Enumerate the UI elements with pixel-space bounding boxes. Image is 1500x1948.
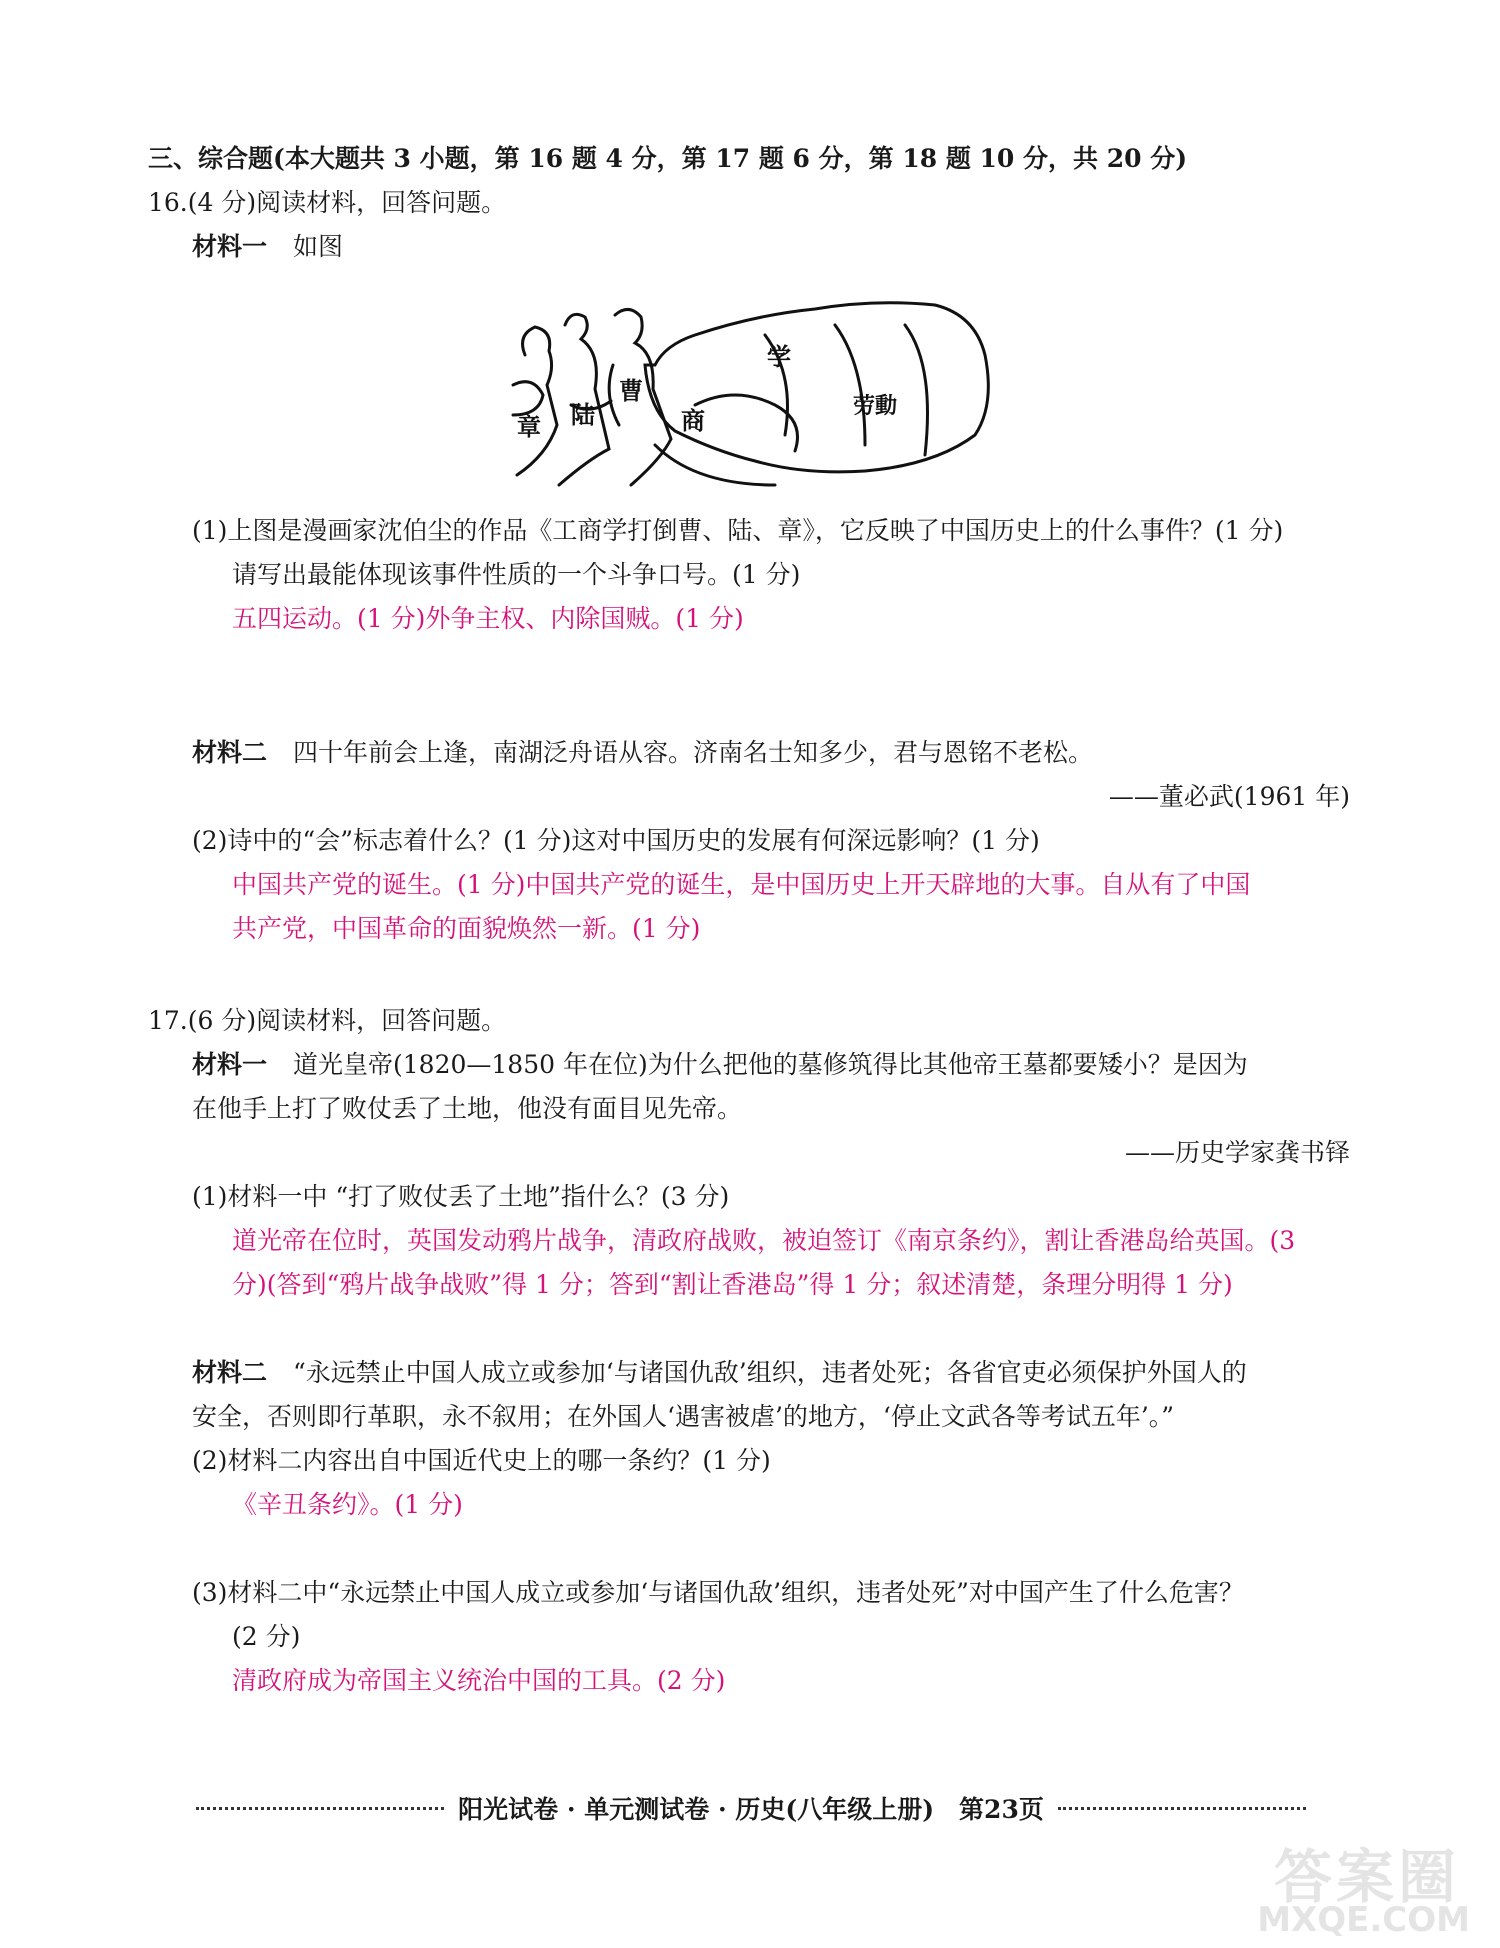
- q17-sub1-question: (1)材料一中 “打了败仗丢了土地”指什么？(3 分): [192, 1182, 730, 1211]
- q17-material-1-cont: 在他手上打了败仗丢了土地，他没有面目见先帝。: [192, 1094, 743, 1123]
- q16-stem: 16.(4 分)阅读材料，回答问题。: [148, 188, 507, 217]
- material-label: 材料一: [192, 232, 268, 261]
- material-label: 材料二: [192, 1358, 268, 1387]
- q16-sub1-answer: 五四运动。(1 分)外争主权、内除国贼。(1 分): [232, 604, 744, 633]
- cartoon-label-zhang: 章: [517, 412, 541, 441]
- cartoon-label-lu: 陆: [571, 400, 595, 429]
- cartoon-label-laodong: 劳動: [853, 393, 898, 419]
- q16-sub2-answer: 中国共产党的诞生。(1 分)中国共产党的诞生，是中国历史上开天辟地的大事。自从有了中国: [232, 870, 1251, 899]
- footer-divider-right: [1058, 1807, 1306, 1810]
- q17-stem: 17.(6 分)阅读材料，回答问题。: [148, 1006, 507, 1035]
- q17-sub2-question: (2)材料二内容出自中国近代史上的哪一条约？(1 分): [192, 1446, 771, 1475]
- q17-material-1-source: ——历史学家龚书铎: [1124, 1138, 1350, 1167]
- material-text: “永远禁止中国人成立或参加‘与诸国仇敌’组织，违者处死；各省官吏必须保护外国人的: [293, 1358, 1247, 1387]
- q16-sub1-question-cont: 请写出最能体现该事件性质的一个斗争口号。(1 分): [232, 560, 801, 589]
- q17-sub2-answer: 《辛丑条约》。(1 分): [232, 1490, 463, 1519]
- material-text: 四十年前会上逢，南湖泛舟语从容。济南名士知多少，君与恩铭不老松。: [293, 738, 1094, 767]
- footer-text: 阳光试卷 · 单元测试卷 · 历史(八年级上册) 第23页: [458, 1795, 1044, 1824]
- q17-sub3-question-cont: (2 分): [232, 1622, 301, 1651]
- q17-sub3-answer: 清政府成为帝国主义统治中国的工具。(2 分): [232, 1666, 726, 1695]
- cartoon-label-cao: 曹: [619, 376, 643, 405]
- material-text: 如图: [293, 232, 344, 261]
- q16-sub2-question: (2)诗中的“会”标志着什么？(1 分)这对中国历史的发展有何深远影响？(1 分): [192, 826, 1040, 855]
- q16-material-2-source: ——董必武(1961 年): [1108, 782, 1350, 811]
- q16-sub1-question: (1)上图是漫画家沈伯尘的作品《工商学打倒曹、陆、章》，它反映了中国历史上的什么事件？(1 分): [192, 516, 1284, 545]
- material-label: 材料二: [192, 738, 268, 767]
- watermark-url: MXQE.COM: [1257, 1900, 1470, 1940]
- q17-sub1-answer-cont: 分)(答到“鸦片战争战败”得 1 分；答到“割让香港岛”得 1 分；叙述清楚，条理分明得 1 分): [232, 1270, 1233, 1299]
- q17-sub3-question: (3)材料二中“永远禁止中国人成立或参加‘与诸国仇敌’组织，违者处死”对中国产生了什么危害？: [192, 1578, 1244, 1607]
- q16-material-2: [192, 736, 1093, 770]
- watermark: [1250, 1830, 1480, 1940]
- material-label: 材料一: [192, 1050, 268, 1079]
- cartoon-label-shang: 商: [681, 406, 705, 435]
- q16-material-1: [192, 230, 343, 264]
- q17-material-2: [192, 1356, 1247, 1390]
- cartoon-figure: [505, 295, 995, 495]
- q17-material-2-cont: 安全，否则即行革职，永不叙用；在外国人‘遇害被虐’的地方，‘停止文武各等考试五年’。”: [192, 1402, 1175, 1431]
- q17-material-1: [192, 1048, 1248, 1082]
- material-text: 道光皇帝(1820—1850 年在位)为什么把他的墓修筑得比其他帝王墓都要矮小？是因为: [293, 1050, 1248, 1079]
- q16-sub2-answer-cont: 共产党，中国革命的面貌焕然一新。(1 分): [232, 914, 701, 943]
- section-title: 三、综合题(本大题共 3 小题，第 16 题 4 分，第 17 题 6 分，第 18 题 10 分，共 20 分): [148, 144, 1188, 173]
- page-footer: [182, 1788, 1320, 1828]
- cartoon-label-xue: 学: [767, 342, 791, 371]
- watermark-logo: 答案圈: [1273, 1843, 1460, 1911]
- q17-sub1-answer: 道光帝在位时，英国发动鸦片战争，清政府战败，被迫签订《南京条约》，割让香港岛给英国。(3: [232, 1226, 1296, 1255]
- footer-divider-left: [196, 1807, 444, 1810]
